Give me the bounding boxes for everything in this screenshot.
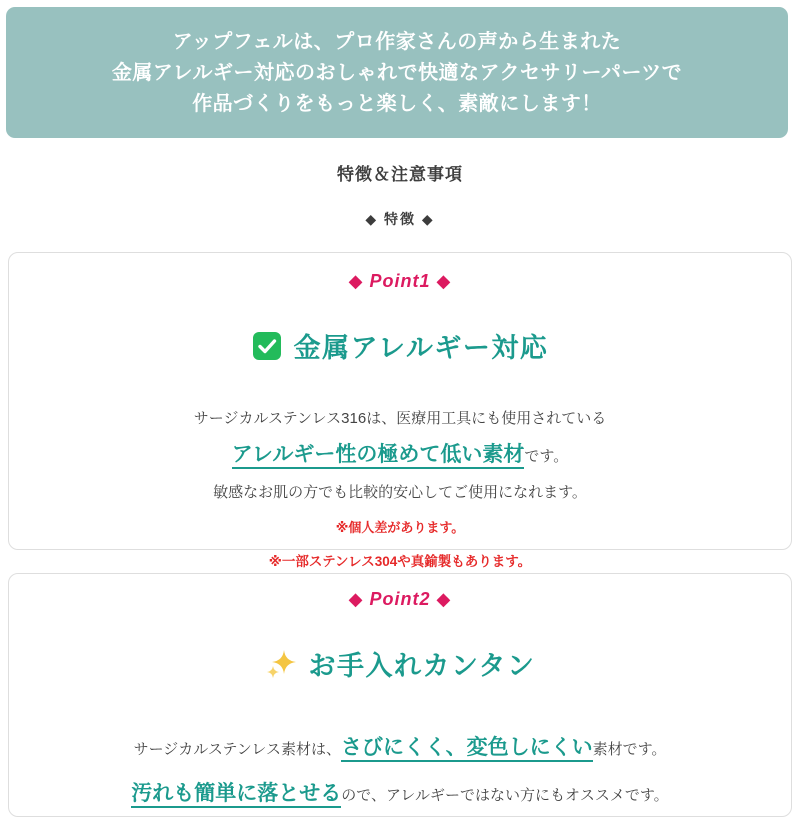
point2-heading-row	[9, 644, 791, 683]
sparkles-icon	[265, 648, 297, 680]
point1-label: ◆ Point1 ◆	[348, 271, 452, 291]
intro-banner-line: アップフェルは、プロ作家さんの声から生まれた	[172, 31, 622, 53]
point1-line2-suffix: です。	[524, 448, 569, 465]
section-title: 特徴＆注意事項	[337, 165, 463, 184]
point2-heading: お手入れカンタン	[308, 651, 536, 681]
point1-heading: 金属アレルギー対応	[293, 333, 549, 363]
point1-heading-row	[9, 326, 791, 365]
check-box-icon	[252, 331, 282, 361]
point1-line2	[9, 438, 791, 468]
point2-label: ◆ Point2 ◆	[348, 589, 452, 609]
point2-line2-highlight: 汚れも簡単に落とせる	[131, 782, 341, 808]
intro-banner	[6, 7, 788, 138]
intro-banner-line: 作品づくりをもっと楽しく、素敵にします！	[192, 93, 602, 115]
point2-line1-prefix: サージカルステンレス素材は、	[133, 741, 341, 758]
point1-line1: サージカルステンレス316は、医療用工具にも使用されている	[193, 410, 607, 427]
point1-highlight: アレルギー性の極めて低い素材	[232, 443, 525, 469]
point1-note2: ※一部ステンレス304や真鍮製もあります。	[268, 554, 532, 569]
point2-line2	[9, 777, 791, 807]
point1-line3: 敏感なお肌の方でも比較的安心してご使用になれます。	[213, 484, 587, 501]
point2-line2-suffix: ので、アレルギーではない方にもオススメです。	[341, 787, 669, 804]
point2-line1-highlight: さびにくく、変色しにくい	[341, 736, 593, 762]
point2-line1	[9, 731, 791, 761]
feature-card-point2	[8, 573, 792, 817]
intro-banner-line: 金属アレルギー対応のおしゃれで快適なアクセサリーパーツで	[111, 62, 683, 84]
feature-card-point1	[8, 252, 792, 569]
point2-line1-suffix: 素材です。	[592, 741, 667, 758]
section-subtitle-features: ◆ 特徴 ◆	[365, 211, 435, 227]
point1-note1: ※個人差があります。	[335, 520, 465, 535]
